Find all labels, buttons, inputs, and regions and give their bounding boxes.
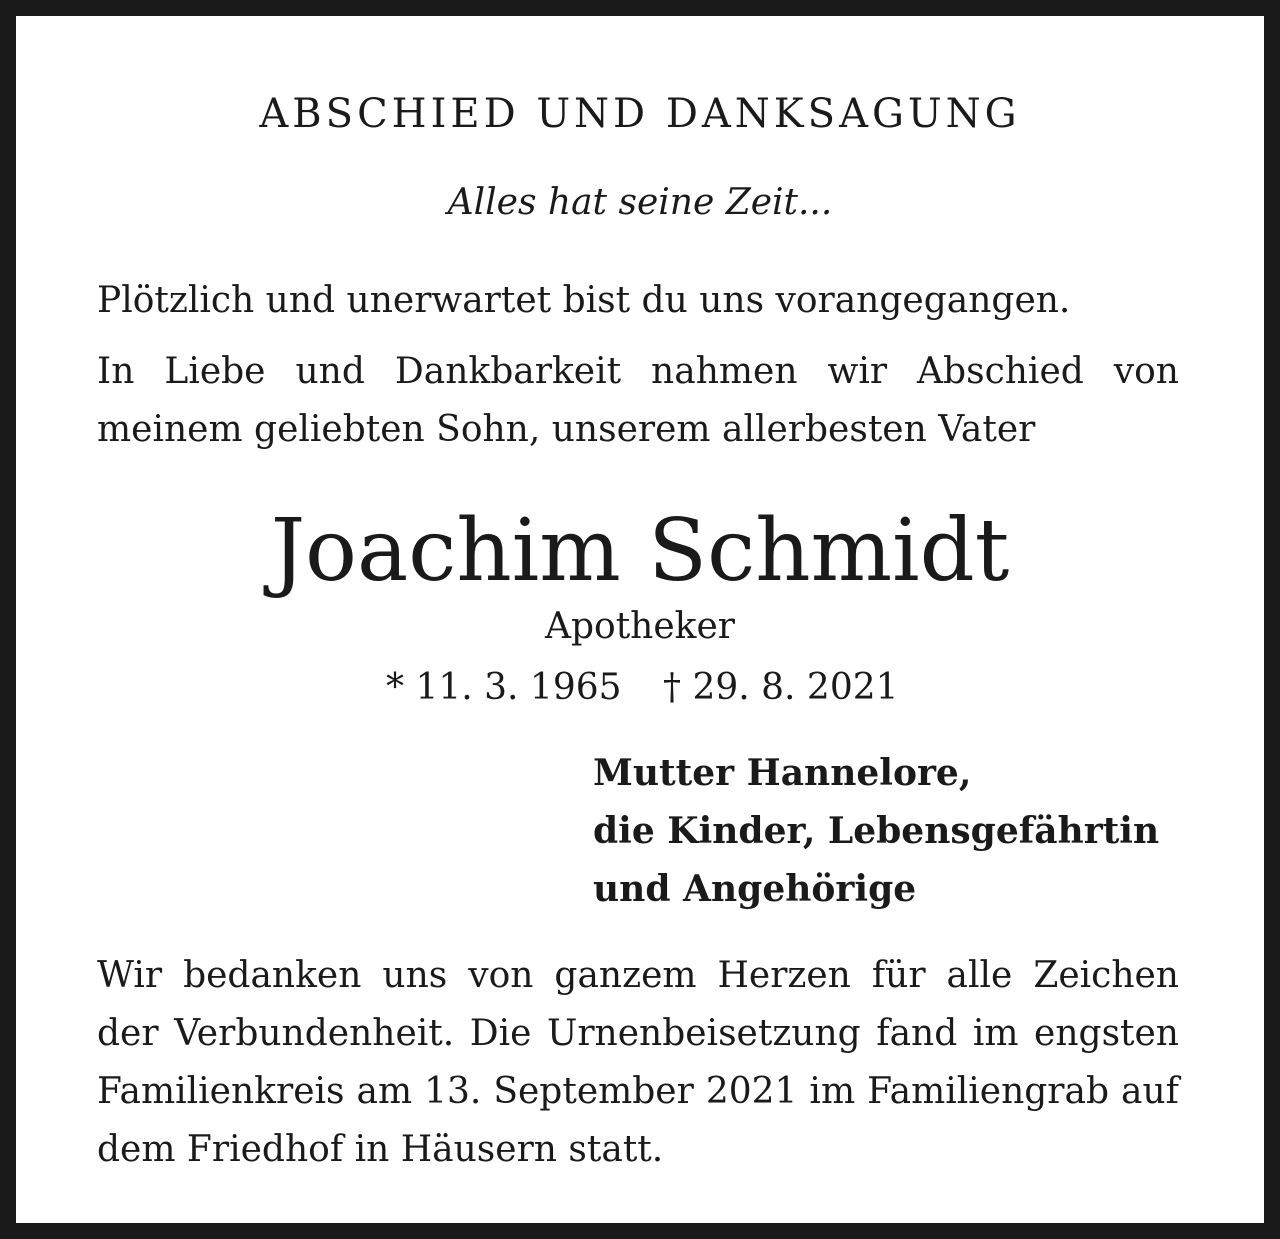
thanks-line-3: Familienkreis am 13. September 2021 im Familiengrab auf xyxy=(97,1071,1179,1112)
life-dates xyxy=(16,659,1264,717)
mourner-line-2: die Kinder, Lebensgefährtin xyxy=(593,810,1160,852)
death-date: † 29. 8. 2021 xyxy=(663,667,899,708)
deceased-profession: Apotheker xyxy=(544,606,735,647)
deceased-name: Joachim Schmidt xyxy=(270,501,1010,601)
notice-heading: ABSCHIED UND DANKSAGUNG xyxy=(259,91,1021,137)
thanks-line-4: dem Friedhof in Häusern statt. xyxy=(97,1129,664,1170)
notice-motto: Alles hat seine Zeit... xyxy=(447,182,833,223)
farewell-line-1: In Liebe und Dankbarkeit nahmen wir Abschied von xyxy=(97,351,1179,392)
thanks-line-1: Wir bedanken uns von ganzem Herzen für alle Zeichen xyxy=(97,955,1179,996)
thanks-line-2: der Verbundenheit. Die Urnenbeisetzung fand im engsten xyxy=(97,1013,1179,1054)
farewell-line-2: meinem geliebten Sohn, unserem allerbesten Vater xyxy=(97,409,1036,450)
intro-text: Plötzlich und unerwartet bist du uns vorangegangen. xyxy=(97,280,1071,321)
mourner-line-1: Mutter Hannelore, xyxy=(593,752,972,794)
mourner-line-3: und Angehörige xyxy=(593,868,917,910)
birth-date: * 11. 3. 1965 xyxy=(386,667,622,708)
